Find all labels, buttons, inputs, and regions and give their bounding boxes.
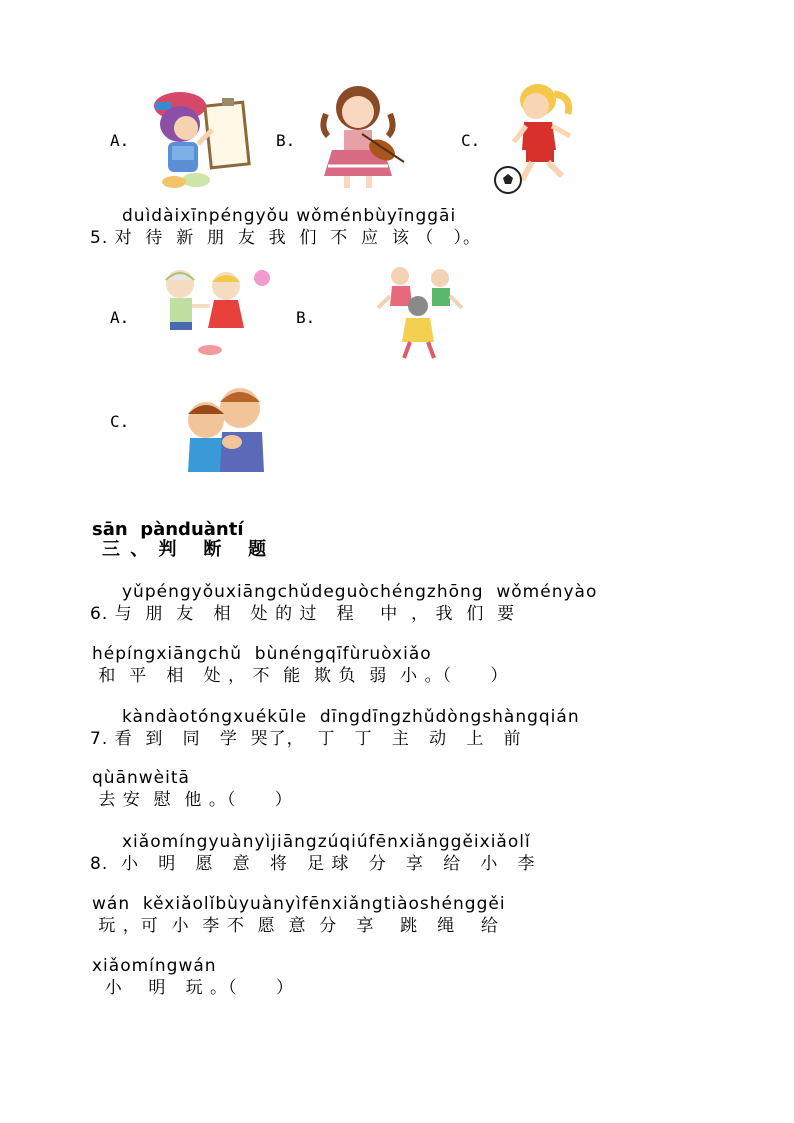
q8-text-line3: 小 明 玩 。（ ） (92, 978, 294, 998)
q7-text-line2: 去 安 慰 他 。（ ） (92, 790, 293, 810)
q7-pinyin-line2: qùānwèitā (92, 768, 190, 788)
section-heading-pinyin: sān pànduàntí (92, 519, 244, 540)
q8-text-line1: 8. 小 明 愿 意 将 足 球 分 享 给 小 李 (90, 854, 536, 874)
q6-text-line2: 和 平 相 处 ， 不 能 欺 负 弱 小 。（ ） (92, 666, 509, 686)
q8-pinyin-line1: xiǎomíngyuànyìjiāngzúqiúfēnxiǎnggěixiǎolǐ (122, 832, 531, 852)
q6-pinyin-line1: yǔpéngyǒuxiāngchǔdeguòchéngzhōng wǒményào (122, 582, 598, 602)
kids-playing-circle-icon (370, 262, 466, 362)
girl-painting-icon (150, 86, 255, 191)
q4-option-c-label[interactable]: C. (461, 131, 481, 150)
q5-question-text: 5. 对 待 新 朋 友 我 们 不 应 该 （ ）。 (90, 228, 482, 248)
q6-text-line1: 6. 与 朋 友 相 处 的 过 程 中 ， 我 们 要 (90, 604, 516, 624)
girl-soccer-icon (492, 80, 582, 194)
q6-pinyin-line2: hépíngxiāngchǔ bùnéngqīfùruòxiǎo (92, 644, 432, 664)
q8-text-line2: 玩 ，可 小 李 不 愿 意 分 享 跳 绳 给 (92, 916, 499, 936)
q4-option-a-label[interactable]: A. (110, 131, 130, 150)
kids-holding-hands-icon (150, 266, 270, 362)
q5-option-b-label[interactable]: B. (296, 308, 316, 327)
q5-pinyin: duìdàixīnpéngyǒu wǒménbùyīnggāi (122, 206, 457, 226)
q7-pinyin-line1: kàndàotóngxuékūle dīngdīngzhǔdòngshàngqián (122, 707, 580, 727)
girl-violin-icon (318, 84, 408, 190)
q8-pinyin-line2: wán kěxiǎolǐbùyuànyìfēnxiǎngtiàoshénggěi (92, 894, 506, 914)
q5-option-c-label[interactable]: C. (110, 412, 130, 431)
q7-text-line1: 7. 看 到 同 学 哭了， 丁 丁 主 动 上 前 (90, 729, 522, 749)
boys-fighting-icon (176, 382, 272, 474)
q4-option-b-label[interactable]: B. (276, 131, 296, 150)
q5-option-a-label[interactable]: A. (110, 308, 130, 327)
section-heading: 三 、 判 断 题 (102, 539, 269, 560)
q8-pinyin-line3: xiǎomíngwán (92, 956, 217, 976)
